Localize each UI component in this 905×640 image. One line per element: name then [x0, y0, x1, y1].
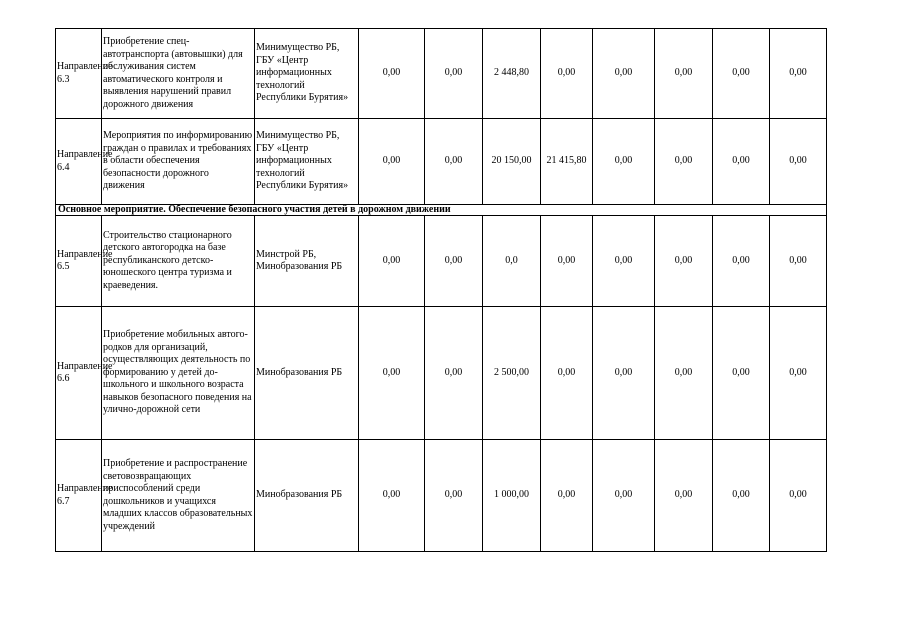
row-executor: Минобразования РБ [255, 307, 359, 440]
table-body-top [56, 29, 827, 205]
row-code: Направление 6.4 [56, 119, 102, 205]
row-code: Направление 6.5 [56, 216, 102, 307]
row-executor: Минимущество РБ, ГБУ «Центр информационных технологий Республики Бурятия» [255, 29, 359, 119]
table-row [56, 119, 827, 205]
row-value: 0,00 [770, 307, 827, 440]
row-value: 0,00 [425, 216, 483, 307]
table-row [56, 440, 827, 552]
row-code: Направление 6.3 [56, 29, 102, 119]
row-value: 0,00 [655, 119, 713, 205]
row-value: 0,00 [655, 440, 713, 552]
row-value: 0,00 [593, 119, 655, 205]
row-value: 2 448,80 [483, 29, 541, 119]
section-body [56, 205, 827, 216]
table-body-bottom [56, 216, 827, 552]
row-value: 0,00 [593, 29, 655, 119]
section-title: Основное мероприятие. Обеспечение безопасного участия детей в дорожном движении [56, 205, 827, 216]
row-executor: Минобразования РБ [255, 440, 359, 552]
row-value: 0,00 [425, 307, 483, 440]
row-value: 0,00 [593, 216, 655, 307]
row-value: 0,0 [483, 216, 541, 307]
row-value: 0,00 [541, 307, 593, 440]
row-value: 0,00 [770, 29, 827, 119]
row-code: Направление 6.6 [56, 307, 102, 440]
row-value: 0,00 [713, 119, 770, 205]
row-value: 0,00 [359, 119, 425, 205]
row-value: 0,00 [655, 307, 713, 440]
row-value: 0,00 [359, 440, 425, 552]
row-value: 21 415,80 [541, 119, 593, 205]
row-value: 2 500,00 [483, 307, 541, 440]
table-row [56, 29, 827, 119]
row-value: 0,00 [541, 216, 593, 307]
row-value: 0,00 [713, 440, 770, 552]
row-value: 0,00 [713, 29, 770, 119]
row-value: 0,00 [359, 307, 425, 440]
row-value: 0,00 [713, 307, 770, 440]
row-name: Мероприятия по информированию граждан о правилах и требованиях в области обеспечения безопасности дорожного движения [102, 119, 255, 205]
row-value: 0,00 [541, 29, 593, 119]
row-name: Строительство стационарного детского автогородка на базе республиканского детско-юношеского центра туризма и краеведения. [102, 216, 255, 307]
row-value: 0,00 [359, 216, 425, 307]
row-value: 0,00 [770, 216, 827, 307]
row-executor: Минимущество РБ, ГБУ «Центр информационных технологий Республики Бурятия» [255, 119, 359, 205]
section-header-row [56, 205, 827, 216]
row-executor: Минстрой РБ, Минобразования РБ [255, 216, 359, 307]
row-value: 0,00 [425, 29, 483, 119]
row-value: 0,00 [359, 29, 425, 119]
row-name: Приобретение мобильных автого-родков для организаций, осуществляющих деятельность по формированию у детей до-школьного и школьного возраста навыков безопасного поведения на улично-дорожной сети [102, 307, 255, 440]
row-code: Направление 6.7 [56, 440, 102, 552]
row-value: 1 000,00 [483, 440, 541, 552]
row-value: 0,00 [655, 29, 713, 119]
row-value: 0,00 [593, 440, 655, 552]
row-name: Приобретение и распространение световозвращающих приспособлений среди дошкольников и учащихся младших классов образовательных учреждений [102, 440, 255, 552]
row-value: 0,00 [713, 216, 770, 307]
row-value: 0,00 [425, 119, 483, 205]
table-row [56, 307, 827, 440]
row-value: 0,00 [593, 307, 655, 440]
row-name: Приобретение спец-автотранспорта (автовышки) для обслуживания систем автоматического контроля и выявления нарушений правил дорожного движения [102, 29, 255, 119]
row-value: 0,00 [655, 216, 713, 307]
row-value: 0,00 [770, 440, 827, 552]
table-row [56, 216, 827, 307]
row-value: 0,00 [770, 119, 827, 205]
row-value: 0,00 [425, 440, 483, 552]
row-value: 20 150,00 [483, 119, 541, 205]
budget-table [55, 28, 827, 552]
row-value: 0,00 [541, 440, 593, 552]
